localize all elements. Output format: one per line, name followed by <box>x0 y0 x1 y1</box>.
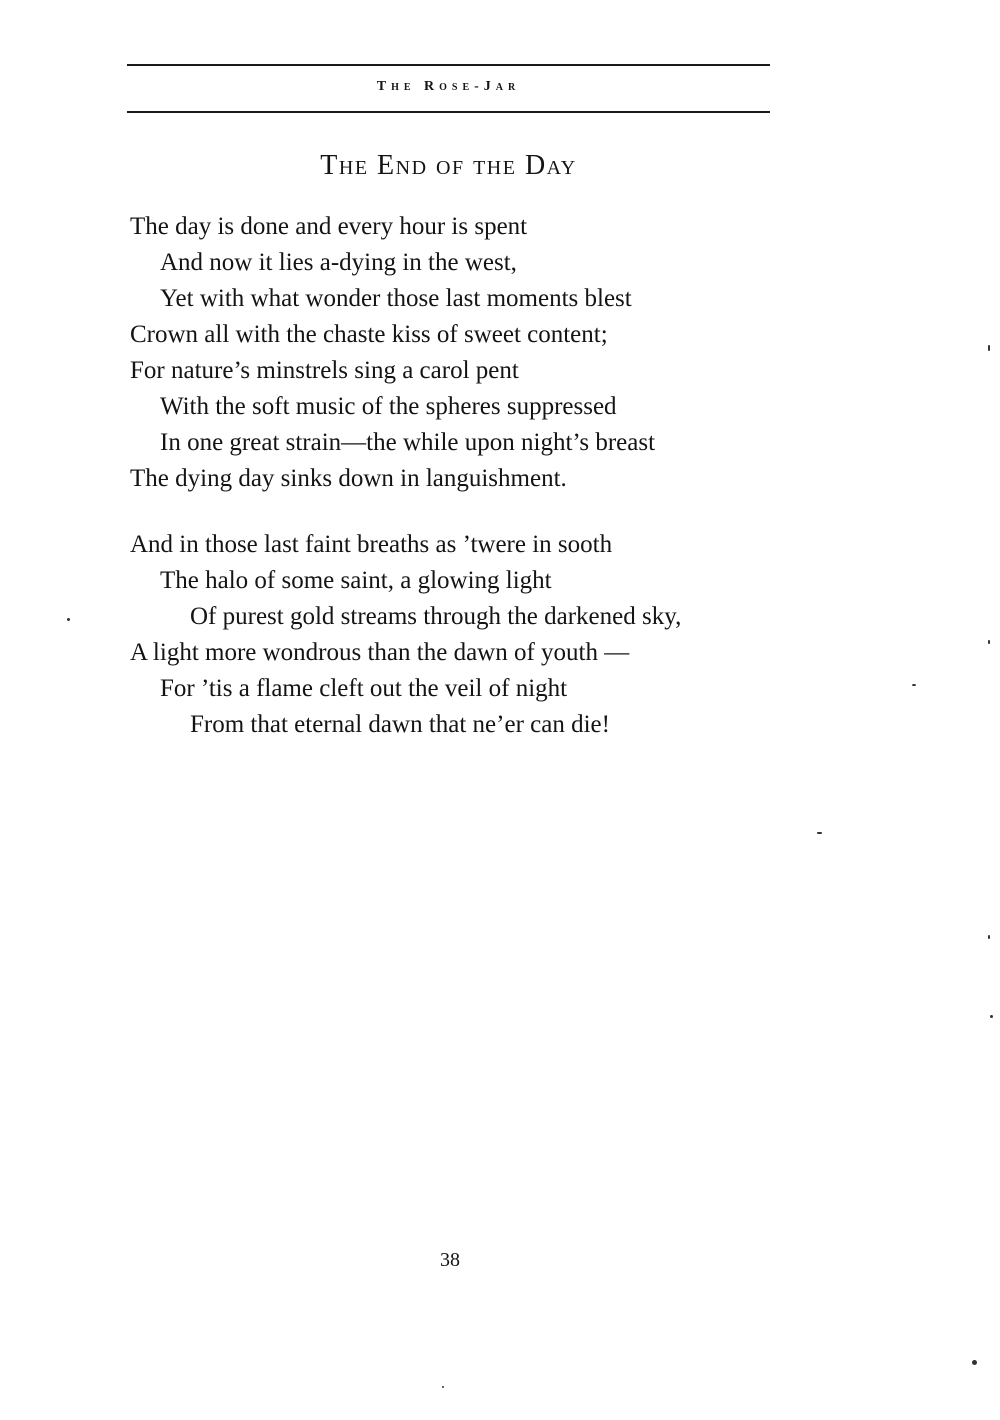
stanza <box>130 527 810 743</box>
scan-speck <box>912 684 916 686</box>
poem-line: The halo of some saint, a glowing light <box>160 567 552 594</box>
poem-title: The End of the Day <box>320 150 577 181</box>
poem-line: The day is done and every hour is spent <box>130 213 528 240</box>
scan-speck <box>972 1360 977 1365</box>
scan-speck <box>442 1386 444 1388</box>
poem-line: For nature’s minstrels sing a carol pent <box>130 357 519 384</box>
page-number: 38 <box>440 1249 460 1271</box>
poem-line: And in those last faint breaths as ’twere in sooth <box>130 531 613 558</box>
running-head: The Rose-Jar <box>376 79 521 94</box>
poem-line: With the soft music of the spheres suppressed <box>160 393 617 420</box>
scan-speck <box>817 832 822 834</box>
poem-line: From that eternal dawn that ne’er can die! <box>190 711 610 738</box>
scan-speck <box>988 935 990 939</box>
poem-line: The dying day sinks down in languishment. <box>130 465 567 492</box>
stanza <box>130 209 810 497</box>
poem-line: A light more wondrous than the dawn of youth — <box>130 639 630 666</box>
scan-speck <box>990 1015 993 1018</box>
poem-line: Yet with what wonder those last moments blest <box>160 285 632 312</box>
scan-speck <box>67 618 70 621</box>
poem-line: Of purest gold streams through the darkened sky, <box>190 603 682 630</box>
header-rule-bottom <box>127 111 770 113</box>
poem-line: Crown all with the chaste kiss of sweet content; <box>130 321 608 348</box>
poem-line: And now it lies a-dying in the west, <box>160 249 517 276</box>
scan-speck <box>988 345 990 351</box>
header-rule-top <box>127 64 770 66</box>
poem-line: In one great strain—the while upon night’s breast <box>160 429 656 456</box>
scan-speck <box>988 640 990 644</box>
poem-line: For ’tis a flame cleft out the veil of night <box>160 675 568 702</box>
